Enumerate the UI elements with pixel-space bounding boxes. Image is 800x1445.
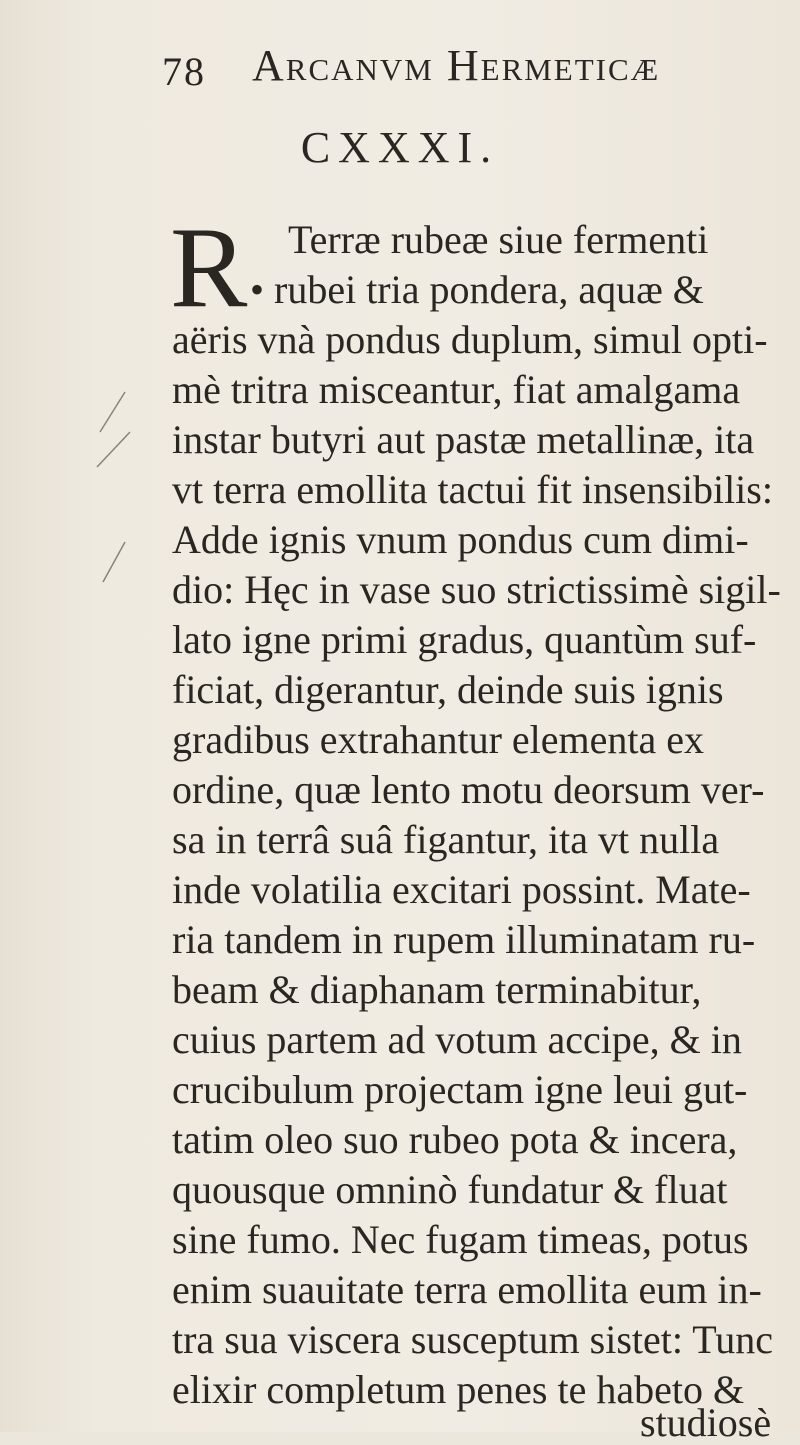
text-line: Terræ rubeæ siue fermenti [288, 217, 709, 262]
text-line: lato igne primi gradus, quantùm suf- [172, 617, 757, 662]
text-line: cuius partem ad votum accipe, & in [172, 1017, 742, 1062]
text-line: • rubei tria pondera, aquæ & [250, 267, 704, 312]
drop-initial: R [170, 204, 248, 332]
margin-mark-icon [95, 392, 135, 582]
text-line: ordine, quæ lento motu deorsum ver- [172, 767, 765, 812]
text-line: elixir completum penes te habeto & [172, 1367, 745, 1412]
text-line: sine fumo. Nec fugam timeas, potus [172, 1217, 749, 1262]
text-line: quousque omninò fundatur & fluat [172, 1167, 728, 1212]
text-line: instar butyri aut pastæ metallinæ, ita [172, 417, 755, 462]
catchword: studiosè [640, 1400, 772, 1445]
page-number: 78 [162, 49, 206, 94]
text-line: gradibus extrahantur elementa ex [172, 717, 704, 762]
text-line: Adde ignis vnum pondus cum dimi- [172, 517, 749, 562]
text-line: ficiat, digerantur, deinde suis ignis [172, 667, 724, 712]
text-line: sa in terrâ suâ figantur, ita vt nulla [172, 817, 720, 862]
text-line: tra sua viscera susceptum sistet: Tunc [172, 1317, 774, 1362]
text-line: mè tritra misceantur, fiat amalgama [172, 367, 741, 412]
text-line: dio: Hęc in vase suo strictissimè sigil- [172, 567, 781, 612]
text-line: crucibulum projectam igne leui gut- [172, 1067, 748, 1112]
section-number: CXXXI. [300, 123, 500, 172]
text-line: aëris vnà pondus duplum, simul opti- [172, 317, 768, 362]
text-line: inde volatilia excitari possint. Mate- [172, 867, 751, 912]
text-line: tatim oleo suo rubeo pota & incera, [172, 1117, 738, 1162]
running-title: Arcanvm Hermeticæ [252, 41, 661, 90]
text-line: vt terra emollita tactui fit insensibilis: [172, 467, 773, 512]
text-line: ria tandem in rupem illuminatam ru- [172, 917, 756, 962]
text-line: beam & diaphanam terminabitur, [172, 967, 702, 1012]
text-line: enim suauitate terra emollita eum in- [172, 1267, 762, 1312]
page-header [162, 40, 742, 100]
